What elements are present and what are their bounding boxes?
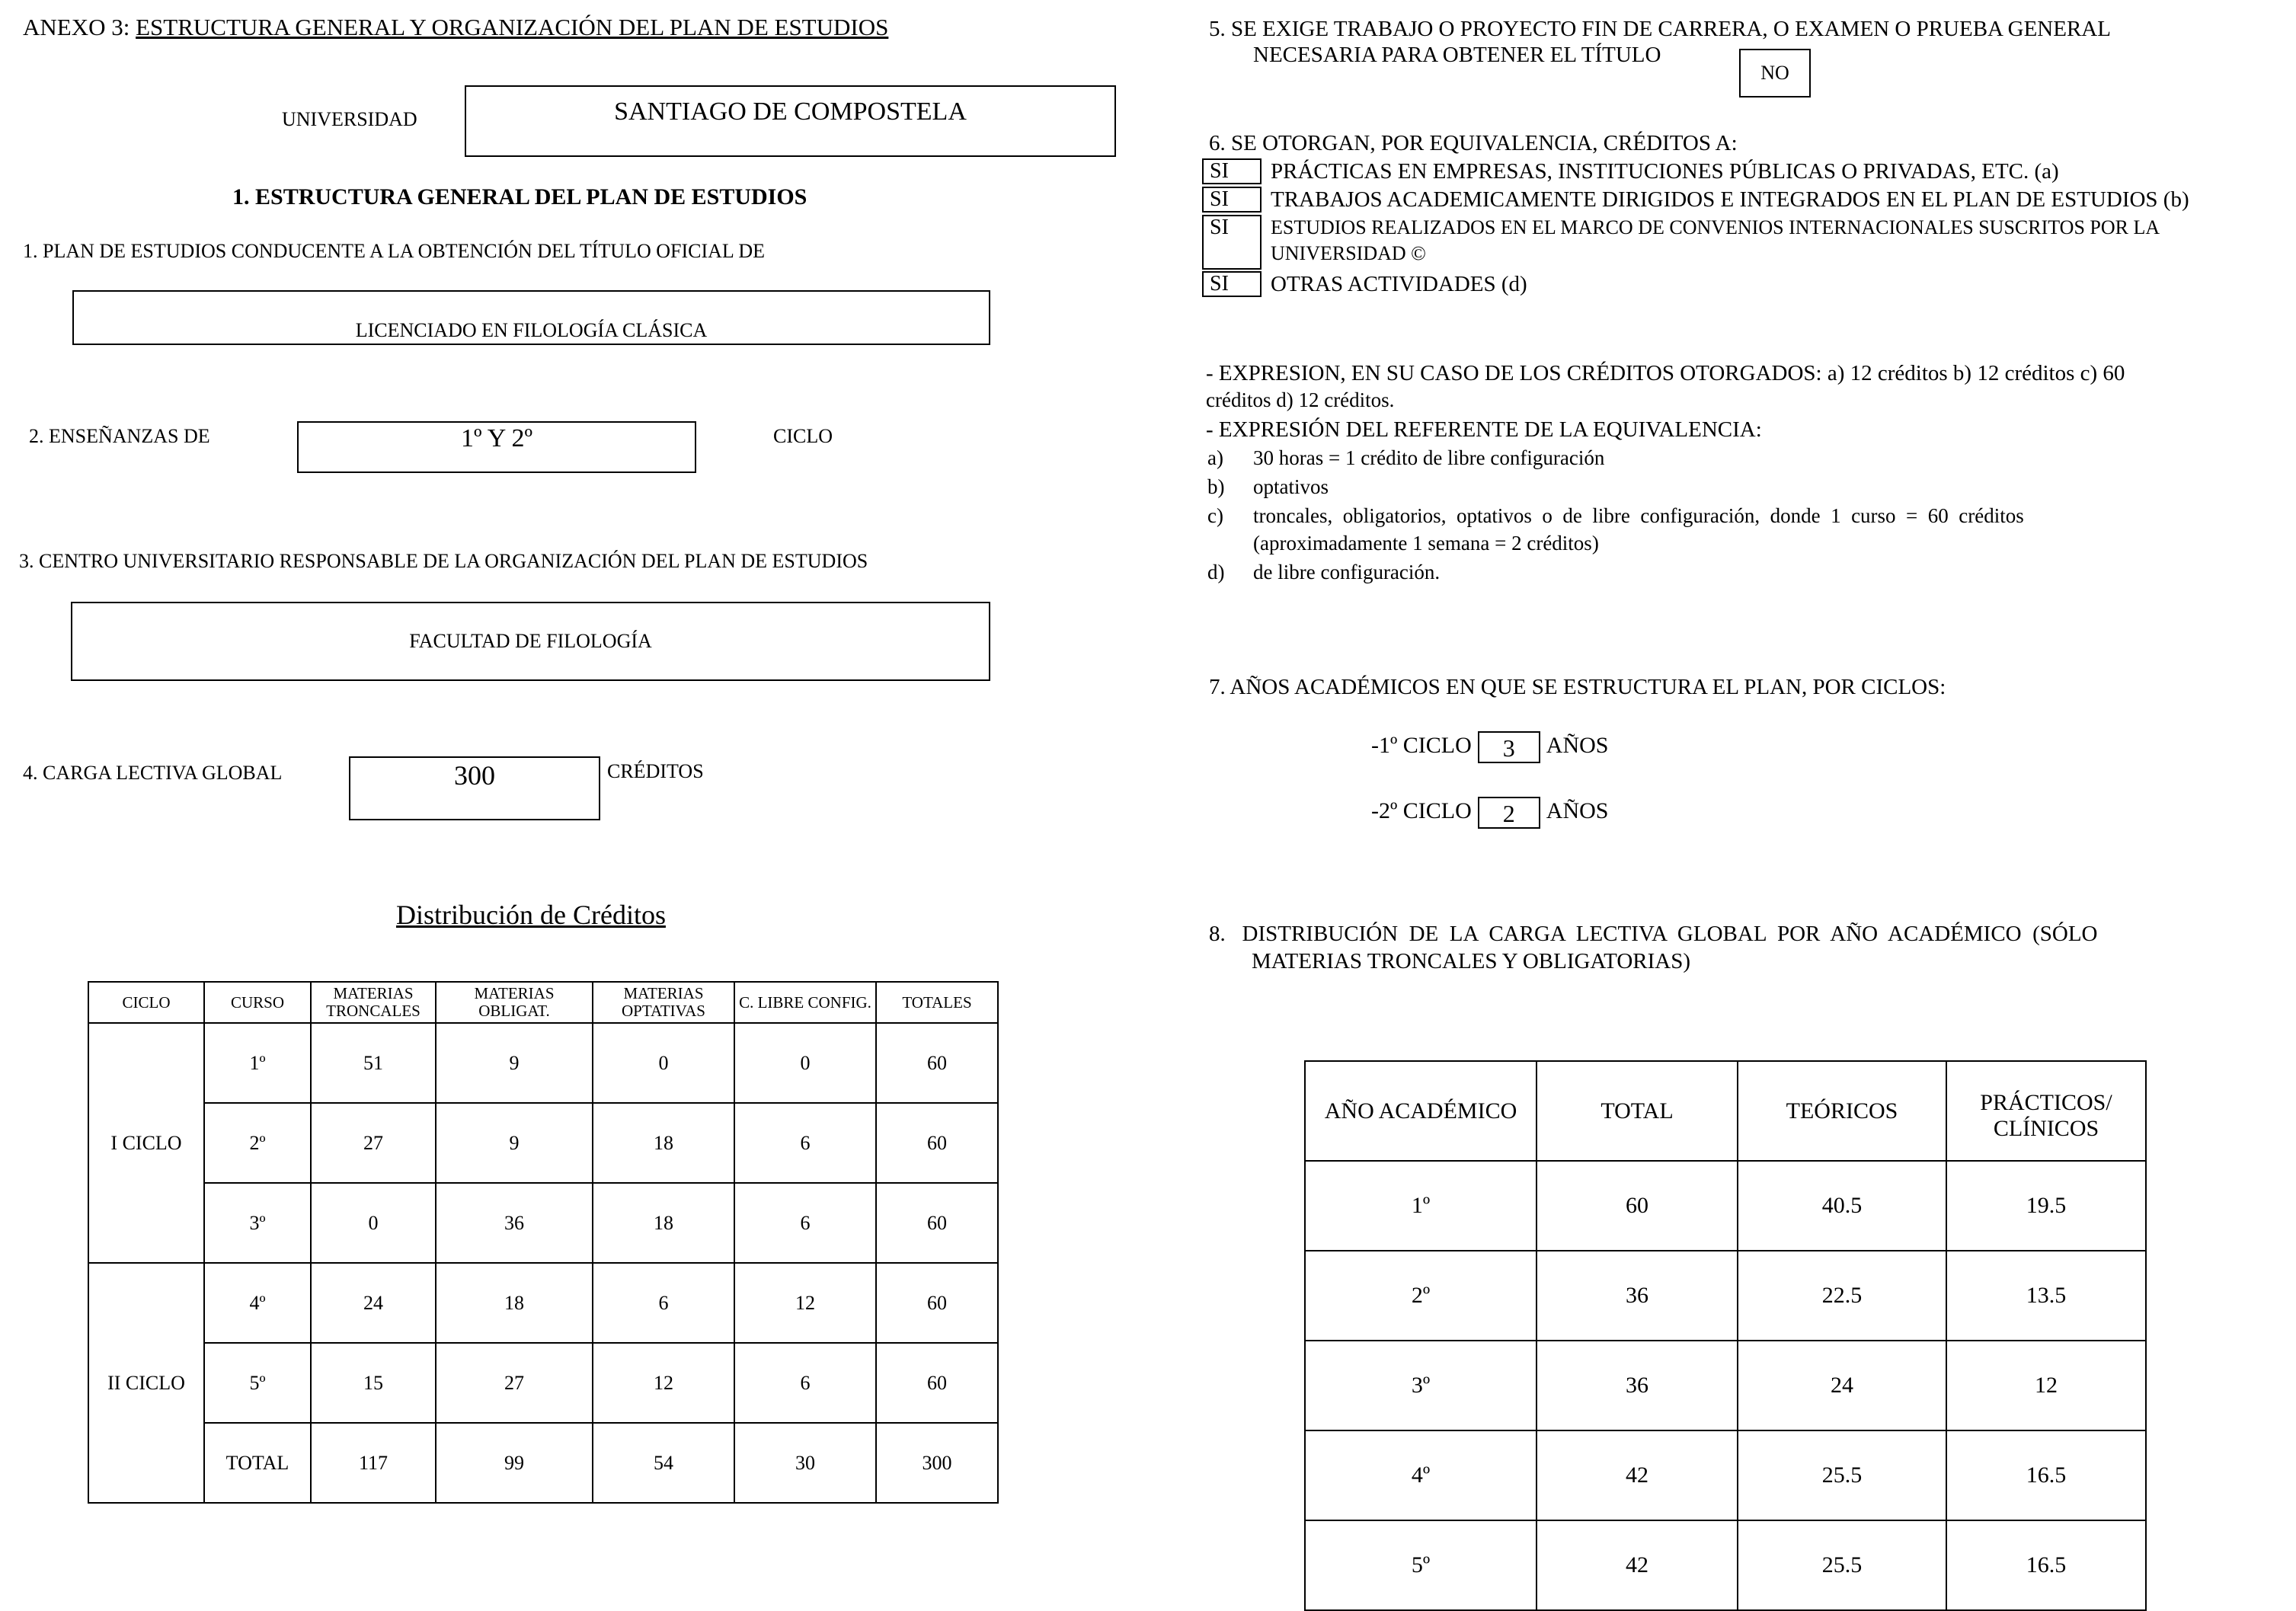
table-cell: 300 xyxy=(876,1423,998,1503)
table-cell: 19.5 xyxy=(1946,1161,2146,1251)
cycle-cell: II CICLO xyxy=(88,1263,204,1503)
final-project-field: NO xyxy=(1739,49,1811,97)
table-cell: 24 xyxy=(1738,1341,1946,1430)
table-cell: 36 xyxy=(1537,1341,1738,1430)
ref-value: 30 horas = 1 crédito de libre configuración xyxy=(1253,446,1605,469)
table-row xyxy=(88,1183,998,1263)
table-row xyxy=(1305,1520,2146,1610)
col-header: CICLO xyxy=(88,982,204,1023)
expresion-credits: - EXPRESION, EN SU CASO DE LOS CRÉDITOS OTORGADOS: a) 12 créditos b) 12 créditos c) 60 xyxy=(1206,361,2125,385)
cycle1-years-field: 3 xyxy=(1478,731,1540,763)
table-cell: 1º xyxy=(1305,1161,1537,1251)
item6-title: 6. SE OTORGAN, POR EQUIVALENCIA, CRÉDITOS A: xyxy=(1209,131,1738,155)
col-header: MATERIAS TRONCALES xyxy=(311,982,436,1023)
table-cell: 2º xyxy=(204,1103,311,1183)
table-cell: 3º xyxy=(1305,1341,1537,1430)
cycle1-years xyxy=(1371,731,1608,763)
table-cell: 0 xyxy=(311,1183,436,1263)
table-cell: 24 xyxy=(311,1263,436,1343)
option-c-text: ESTUDIOS REALIZADOS EN EL MARCO DE CONVENIOS INTERNACIONALES SUSCRITOS POR LA xyxy=(1271,216,2160,238)
table-cell: 6 xyxy=(734,1103,876,1183)
table-cell: 0 xyxy=(593,1023,734,1103)
expresion-credits-cont: créditos d) 12 créditos. xyxy=(1206,388,1395,411)
cycle-suffix: CICLO xyxy=(773,425,833,447)
annex-number: ANEXO 3: xyxy=(23,14,130,40)
cycle-cell: I CICLO xyxy=(88,1023,204,1263)
table-cell: 40.5 xyxy=(1738,1161,1946,1251)
table-cell: 42 xyxy=(1537,1430,1738,1520)
cycle2-years xyxy=(1371,797,1608,829)
section1-title: 1. ESTRUCTURA GENERAL DEL PLAN DE ESTUDIOS xyxy=(232,184,807,209)
ref-value: troncales, obligatorios, optativos o de libre configuración, donde 1 curso = 60 créditos xyxy=(1253,504,2024,527)
table-cell: 15 xyxy=(311,1343,436,1423)
option-b-text: TRABAJOS ACADEMICAMENTE DIRIGIDOS E INTEGRADOS EN EL PLAN DE ESTUDIOS (b) xyxy=(1271,187,2189,212)
table-cell: 2º xyxy=(1305,1251,1537,1341)
table-row xyxy=(88,1263,998,1343)
table-row xyxy=(1305,1251,2146,1341)
table-row xyxy=(88,1343,998,1423)
table-cell: 9 xyxy=(436,1023,593,1103)
credit-distribution-table xyxy=(88,981,999,1504)
table-cell: 18 xyxy=(593,1103,734,1183)
col-header: MATERIAS OBLIGAT. xyxy=(436,982,593,1023)
table-cell: 51 xyxy=(311,1023,436,1103)
table-cell: 5º xyxy=(204,1343,311,1423)
col-header: TOTAL xyxy=(1537,1061,1738,1161)
item4-label: 4. CARGA LECTIVA GLOBAL xyxy=(23,762,283,784)
table-cell: 60 xyxy=(876,1263,998,1343)
table-cell: 60 xyxy=(876,1103,998,1183)
table-cell: 30 xyxy=(734,1423,876,1503)
table-row xyxy=(1305,1341,2146,1430)
table-cell: 117 xyxy=(311,1423,436,1503)
col-header: CURSO xyxy=(204,982,311,1023)
degree-title-field: LICENCIADO EN FILOLOGÍA CLÁSICA xyxy=(72,290,990,345)
table-cell: 0 xyxy=(734,1023,876,1103)
item7-title: 7. AÑOS ACADÉMICOS EN QUE SE ESTRUCTURA EL PLAN, POR CICLOS: xyxy=(1209,675,1946,699)
table-cell: 36 xyxy=(436,1183,593,1263)
table-cell: 16.5 xyxy=(1946,1430,2146,1520)
university-field: SANTIAGO DE COMPOSTELA xyxy=(465,85,1116,157)
col-header: PRÁCTICOS/ CLÍNICOS xyxy=(1946,1061,2146,1161)
table-cell: 54 xyxy=(593,1423,734,1503)
option-b-mark: SI xyxy=(1202,187,1262,213)
ref-key: b) xyxy=(1207,475,1225,498)
option-d-text: OTRAS ACTIVIDADES (d) xyxy=(1271,272,1527,296)
table-cell: 42 xyxy=(1537,1520,1738,1610)
global-credits-field: 300 xyxy=(349,756,600,820)
ref-value: optativos xyxy=(1253,475,1329,498)
ref-value: de libre configuración. xyxy=(1253,561,1441,583)
cycle2-label: -2º CICLO xyxy=(1371,798,1472,823)
option-c-mark: SI xyxy=(1202,215,1262,270)
table-header-row xyxy=(88,982,998,1023)
credits-suffix: CRÉDITOS xyxy=(607,760,704,782)
item5-line1: 5. SE EXIGE TRABAJO O PROYECTO FIN DE CARRERA, O EXAMEN O PRUEBA GENERAL xyxy=(1209,17,2111,41)
col-header: TEÓRICOS xyxy=(1738,1061,1946,1161)
faculty-field: FACULTAD DE FILOLOGÍA xyxy=(71,602,990,681)
table-cell: 12 xyxy=(734,1263,876,1343)
table-row xyxy=(1305,1430,2146,1520)
item3-label: 3. CENTRO UNIVERSITARIO RESPONSABLE DE LA ORGANIZACIÓN DEL PLAN DE ESTUDIOS xyxy=(19,550,868,572)
table-cell: 99 xyxy=(436,1423,593,1503)
item8-title-cont: MATERIAS TRONCALES Y OBLIGATORIAS) xyxy=(1252,949,1691,973)
col-header: AÑO ACADÉMICO xyxy=(1305,1061,1537,1161)
option-a-text: PRÁCTICAS EN EMPRESAS, INSTITUCIONES PÚBLICAS O PRIVADAS, ETC. (a) xyxy=(1271,159,2059,184)
table-cell: 9 xyxy=(436,1103,593,1183)
cycle2-years-field: 2 xyxy=(1478,797,1540,829)
table-cell: 16.5 xyxy=(1946,1520,2146,1610)
table-cell: 6 xyxy=(734,1183,876,1263)
years-unit: AÑOS xyxy=(1546,732,1609,758)
option-c-text-cont: UNIVERSIDAD © xyxy=(1271,242,1426,264)
table-cell: 25.5 xyxy=(1738,1430,1946,1520)
table-cell: 4º xyxy=(1305,1430,1537,1520)
expresion-reference: - EXPRESIÓN DEL REFERENTE DE LA EQUIVALENCIA: xyxy=(1206,417,1762,442)
annex-heading xyxy=(23,14,888,41)
item2-label: 2. ENSEÑANZAS DE xyxy=(29,425,210,447)
item1-label: 1. PLAN DE ESTUDIOS CONDUCENTE A LA OBTENCIÓN DEL TÍTULO OFICIAL DE xyxy=(23,240,765,262)
table-cell: 3º xyxy=(204,1183,311,1263)
annual-load-table xyxy=(1304,1060,2147,1611)
table-cell: 22.5 xyxy=(1738,1251,1946,1341)
table-cell: 27 xyxy=(311,1103,436,1183)
table-header-row xyxy=(1305,1061,2146,1161)
table-cell: 60 xyxy=(1537,1161,1738,1251)
col-header: TOTALES xyxy=(876,982,998,1023)
table-row xyxy=(88,1023,998,1103)
table-row xyxy=(1305,1161,2146,1251)
table-cell: 27 xyxy=(436,1343,593,1423)
ref-key: d) xyxy=(1207,561,1225,583)
option-d-mark: SI xyxy=(1202,271,1262,297)
table-cell: 12 xyxy=(593,1343,734,1423)
table-cell: 13.5 xyxy=(1946,1251,2146,1341)
col-header: MATERIAS OPTATIVAS xyxy=(593,982,734,1023)
ref-value-cont: (aproximadamente 1 semana = 2 créditos) xyxy=(1253,532,1599,555)
table-cell: 36 xyxy=(1537,1251,1738,1341)
table-cell: 60 xyxy=(876,1343,998,1423)
col-header: C. LIBRE CONFIG. xyxy=(734,982,876,1023)
annex-title: ESTRUCTURA GENERAL Y ORGANIZACIÓN DEL PLAN DE ESTUDIOS xyxy=(136,14,889,40)
table-cell: 12 xyxy=(1946,1341,2146,1430)
table-cell: 25.5 xyxy=(1738,1520,1946,1610)
distribution-title: Distribución de Créditos xyxy=(396,900,666,930)
cycles-field: 1º Y 2º xyxy=(297,421,696,473)
table-cell: 6 xyxy=(593,1263,734,1343)
table-cell: 18 xyxy=(436,1263,593,1343)
table-cell: TOTAL xyxy=(204,1423,311,1503)
table-total-row xyxy=(88,1423,998,1503)
table-row xyxy=(88,1103,998,1183)
table-cell: 6 xyxy=(734,1343,876,1423)
item8-title: 8. DISTRIBUCIÓN DE LA CARGA LECTIVA GLOBAL POR AÑO ACADÉMICO (SÓLO xyxy=(1209,922,2098,946)
item5-line2: NECESARIA PARA OBTENER EL TÍTULO xyxy=(1253,43,1661,67)
table-cell: 5º xyxy=(1305,1520,1537,1610)
university-label: UNIVERSIDAD xyxy=(282,108,417,130)
ref-key: c) xyxy=(1207,504,1223,527)
table-cell: 60 xyxy=(876,1023,998,1103)
table-cell: 60 xyxy=(876,1183,998,1263)
table-cell: 4º xyxy=(204,1263,311,1343)
option-a-mark: SI xyxy=(1202,158,1262,184)
cycle1-label: -1º CICLO xyxy=(1371,732,1472,758)
years-unit: AÑOS xyxy=(1546,798,1609,823)
table-cell: 18 xyxy=(593,1183,734,1263)
table-cell: 1º xyxy=(204,1023,311,1103)
ref-key: a) xyxy=(1207,446,1223,469)
